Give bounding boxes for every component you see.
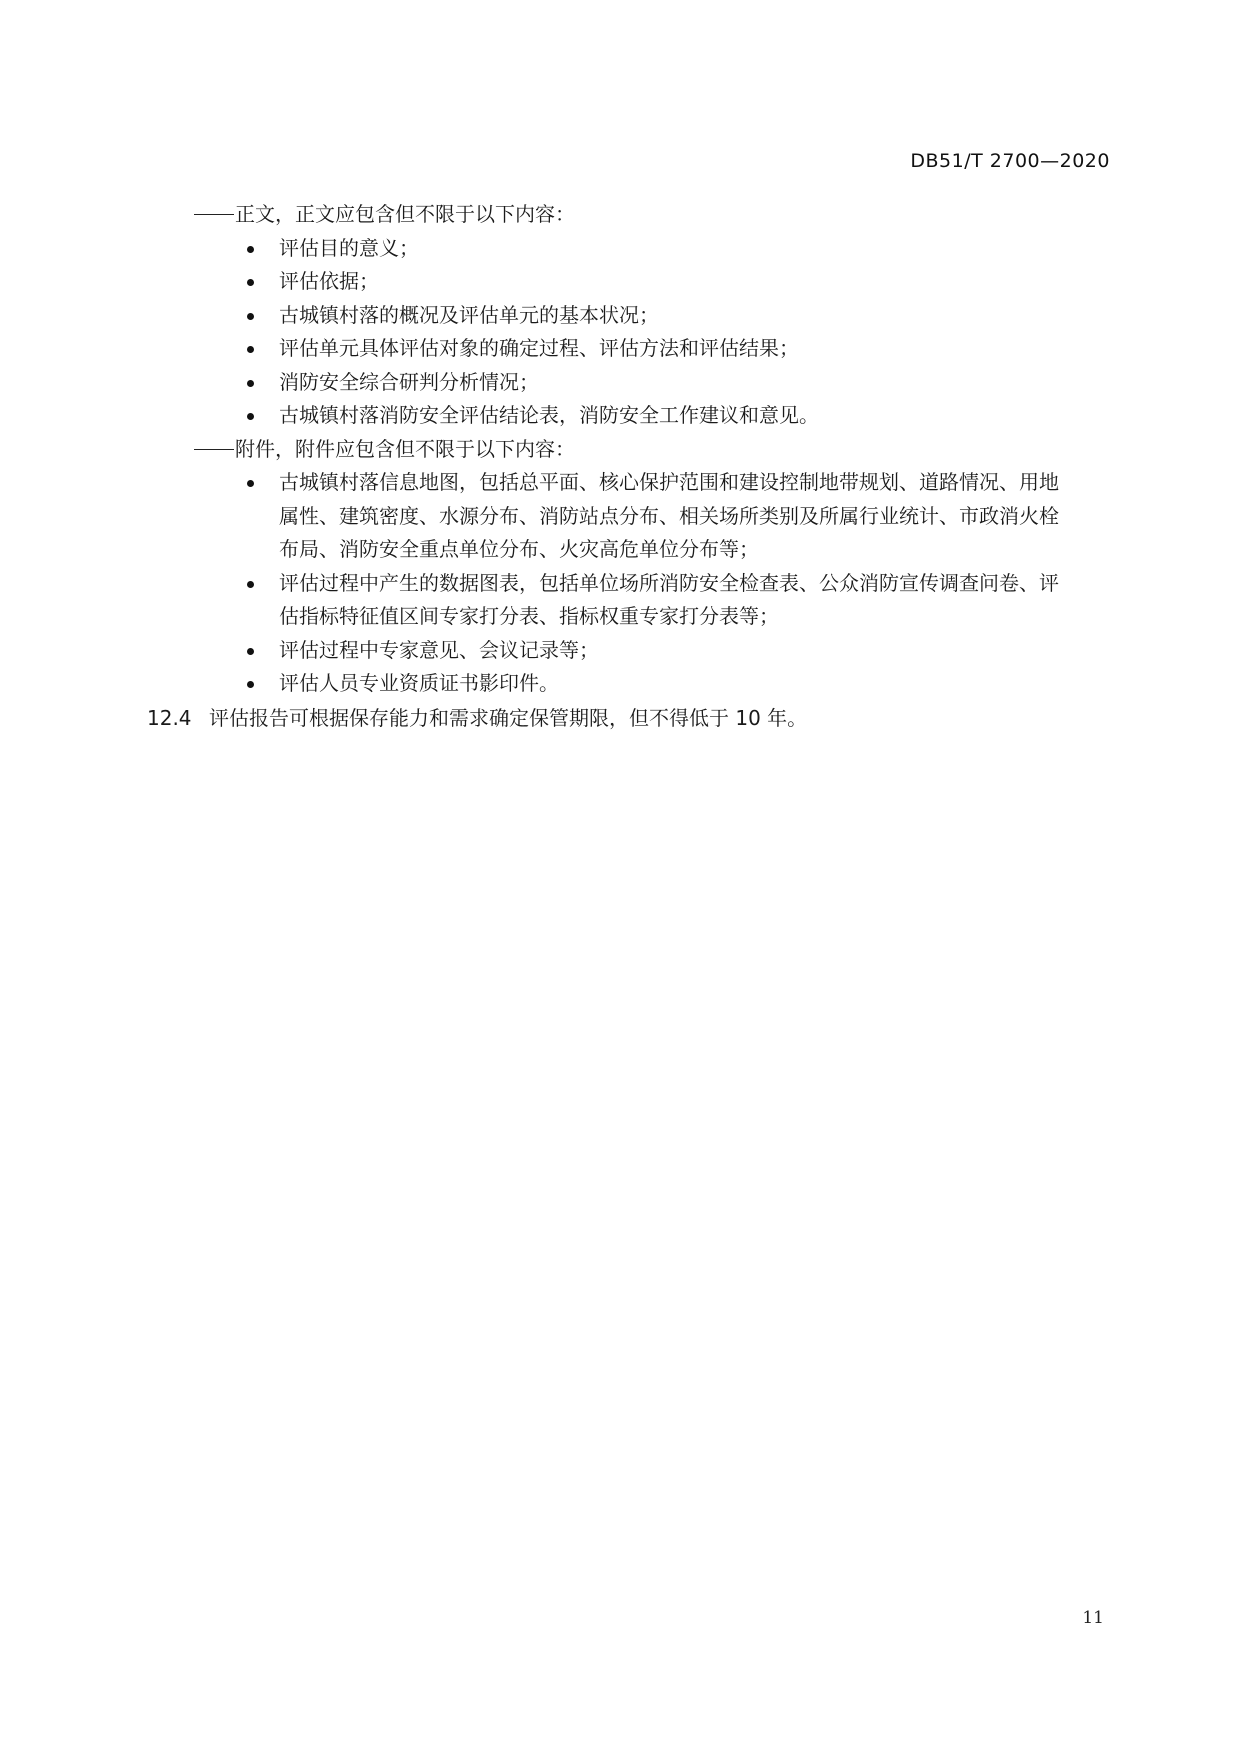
bullet-icon — [247, 313, 254, 320]
clause-12-4 — [0, 702, 1241, 736]
list-item-text-line: 评估过程中专家意见、会议记录等； — [279, 637, 599, 662]
list-item — [0, 232, 1126, 266]
page-number: 11 — [1082, 1608, 1104, 1628]
bullet-icon — [247, 380, 254, 387]
list-item — [0, 332, 1126, 366]
main-text-list — [0, 232, 1241, 433]
list-item-text-line: 评估人员专业资质证书影印件。 — [279, 671, 559, 695]
list-item — [0, 366, 1126, 400]
main-text-heading — [0, 198, 1241, 232]
bullet-icon — [247, 413, 254, 420]
list-item — [0, 299, 1126, 333]
list-item-text-line: 古城镇村落信息地图，包括总平面、核心保护范围和建设控制地带规划、道路情况、用地 — [279, 470, 1059, 494]
list-item-text: 评估依据； — [279, 269, 379, 293]
list-item — [0, 399, 1126, 433]
list-item-text: 评估单元具体评估对象的确定过程、评估方法和评估结果； — [279, 336, 799, 360]
bullet-icon — [247, 346, 254, 353]
bullet-icon — [247, 480, 254, 487]
bullet-icon — [247, 648, 254, 655]
list-item — [0, 466, 1126, 567]
list-item — [0, 667, 1126, 701]
list-item-text-line: 评估过程中产生的数据图表，包括单位场所消防安全检查表、公众消防宣传调查问卷、评 — [279, 570, 1059, 595]
attachment-heading-label: 附件，附件应包含但不限于以下内容： — [235, 436, 575, 461]
list-item-text: 评估目的意义； — [279, 235, 419, 260]
list-item — [0, 634, 1126, 668]
list-item — [0, 567, 1126, 634]
bullet-icon — [247, 246, 254, 253]
list-item-text: 古城镇村落的概况及评估单元的基本状况； — [279, 302, 659, 327]
list-item-text-line: 估指标特征值区间专家打分表、指标权重专家打分表等； — [279, 604, 779, 628]
list-item-text: 消防安全综合研判分析情况； — [279, 369, 539, 394]
body-text — [0, 198, 1241, 735]
em-dash-icon — [193, 198, 235, 232]
list-item — [0, 265, 1126, 299]
clause-number: 12.4 — [147, 705, 192, 730]
bullet-icon — [247, 581, 254, 588]
bullet-icon — [247, 681, 254, 688]
list-item-text: 古城镇村落消防安全评估结论表，消防安全工作建议和意见。 — [279, 403, 819, 427]
main-text-heading-label: 正文，正文应包含但不限于以下内容： — [235, 202, 575, 226]
clause-text: 评估报告可根据保存能力和需求确定保管期限，但不得低于 10 年。 — [209, 705, 808, 730]
list-item-text-line: 布局、消防安全重点单位分布、火灾高危单位分布等； — [279, 537, 759, 561]
bullet-icon — [247, 279, 254, 286]
attachment-list — [0, 466, 1241, 701]
attachment-heading — [0, 433, 1241, 467]
em-dash-icon — [193, 433, 235, 467]
document-code: DB51/T 2700—2020 — [910, 150, 1110, 172]
list-item-text-line: 属性、建筑密度、水源分布、消防站点分布、相关场所类别及所属行业统计、市政消火栓 — [279, 503, 1059, 528]
